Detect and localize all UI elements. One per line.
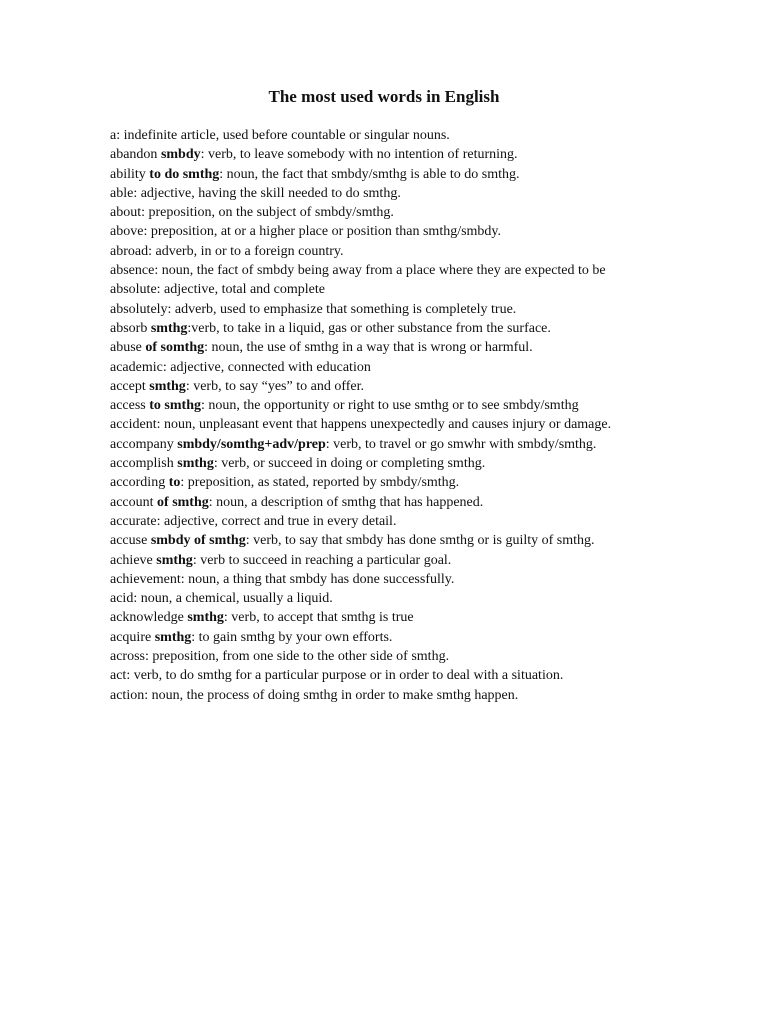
- word-entry: [110, 551, 670, 570]
- entry-usage-pattern: smbdy: [160, 147, 201, 163]
- word-entry: [110, 666, 670, 685]
- word-entry: [110, 608, 670, 627]
- entry-word: abandon: [110, 147, 161, 163]
- entry-usage-pattern: smbdy of smthg: [150, 533, 246, 549]
- word-entry: [110, 319, 670, 338]
- word-entry: [110, 570, 670, 589]
- entry-definition: : verb, to leave somebody with no intention of returning.: [200, 147, 518, 163]
- word-entry: [110, 493, 670, 512]
- entry-definition: : verb, to accept that smthg is true: [223, 610, 414, 626]
- entry-word: absolutely: [110, 301, 168, 317]
- word-entry: [110, 589, 670, 608]
- entry-word: above: [110, 224, 144, 240]
- entry-word: accept: [110, 378, 150, 394]
- entry-definition: : noun, the fact that smbdy/smthg is able to do smthg.: [219, 166, 520, 182]
- entry-word: across: [110, 649, 145, 665]
- entry-definition: : adjective, correct and true in every detail.: [156, 513, 397, 529]
- entry-definition: : preposition, on the subject of smbdy/smthg.: [141, 205, 394, 221]
- entry-definition: : verb, to do smthg for a particular purpose or in order to deal with a situation.: [126, 668, 564, 684]
- word-entry: [110, 435, 670, 454]
- word-entry: [110, 512, 670, 531]
- entry-usage-pattern: smthg: [177, 456, 214, 472]
- entry-definition: : noun, a description of smthg that has happened.: [208, 494, 484, 510]
- word-entry: [110, 165, 670, 184]
- entry-definition: : noun, unpleasant event that happens unexpectedly and causes injury or damage.: [156, 417, 612, 433]
- entry-word: accomplish: [110, 456, 178, 472]
- entry-word: acknowledge: [110, 610, 188, 626]
- entry-usage-pattern: to do smthg: [149, 166, 220, 182]
- word-entry: [110, 222, 670, 241]
- entry-definition: : preposition, from one side to the other side of smthg.: [145, 649, 450, 665]
- entry-word: accuse: [110, 533, 151, 549]
- entry-word: acid: [110, 591, 134, 607]
- entry-word: able: [110, 185, 134, 201]
- entry-definition: : preposition, as stated, reported by smbdy/smthg.: [180, 475, 460, 491]
- entry-word: acquire: [110, 629, 155, 645]
- document-title: The most used words in English: [268, 87, 500, 106]
- entry-usage-pattern: to: [168, 475, 181, 491]
- entry-word: achieve: [110, 552, 157, 568]
- entry-word: act: [110, 668, 127, 684]
- entry-definition: : adjective, connected with education: [162, 359, 371, 375]
- entry-word: abuse: [110, 340, 146, 356]
- entry-word: accident: [110, 417, 157, 433]
- entry-definition: : verb, to travel or go smwhr with smbdy/smthg.: [325, 436, 597, 452]
- entry-word: access: [110, 398, 150, 414]
- entry-definition: : adverb, in or to a foreign country.: [148, 243, 344, 259]
- word-entry: [110, 396, 670, 415]
- entry-usage-pattern: smthg: [154, 629, 192, 645]
- entry-usage-pattern: smthg: [150, 320, 188, 336]
- entry-definition: : noun, the opportunity or right to use smthg or to see smbdy/smthg: [201, 398, 579, 414]
- word-entry: [110, 628, 670, 647]
- entry-definition: : noun, a chemical, usually a liquid.: [133, 591, 333, 607]
- entry-usage-pattern: of somthg: [145, 340, 205, 356]
- entry-definition: : verb to succeed in reaching a particular goal.: [192, 552, 452, 568]
- entry-word: accompany: [110, 436, 178, 452]
- entry-usage-pattern: smthg: [149, 378, 186, 394]
- entry-word: ability: [110, 166, 150, 182]
- word-entry: [110, 473, 670, 492]
- entry-definition: : adjective, having the skill needed to do smthg.: [133, 185, 401, 201]
- word-entry: [110, 338, 670, 357]
- entry-definition: : adverb, used to emphasize that something is completely true.: [167, 301, 517, 317]
- word-entry: [110, 126, 670, 145]
- entry-definition: : noun, the process of doing smthg in order to make smthg happen.: [144, 687, 519, 703]
- entry-definition: : adjective, total and complete: [156, 282, 325, 298]
- word-entry: [110, 647, 670, 666]
- word-entry: [110, 377, 670, 396]
- entry-word: achievement: [110, 571, 181, 587]
- entry-usage-pattern: smbdy/somthg+adv/prep: [177, 436, 326, 452]
- entry-usage-pattern: to smthg: [149, 398, 201, 414]
- entry-word: academic: [110, 359, 163, 375]
- entry-definition: : preposition, at or a higher place or position than smthg/smbdy.: [143, 224, 502, 240]
- entry-word: about: [110, 205, 142, 221]
- entry-definition: : indefinite article, used before countable or singular nouns.: [116, 128, 450, 143]
- entry-word: account: [110, 494, 158, 510]
- entry-definition: : verb, or succeed in doing or completing smthg.: [213, 456, 486, 472]
- word-entry: [110, 358, 670, 377]
- entry-usage-pattern: of smthg: [157, 494, 209, 510]
- entry-word: a: [110, 128, 117, 143]
- entry-usage-pattern: smthg: [187, 610, 224, 626]
- entry-definition: : verb, to say that smbdy has done smthg or is guilty of smthg.: [245, 533, 595, 549]
- word-entry: [110, 145, 670, 164]
- entry-word: absence: [110, 263, 155, 279]
- word-entry: [110, 184, 670, 203]
- entry-word: absolute: [110, 282, 157, 298]
- entry-word: according: [110, 475, 169, 491]
- entry-definition: :verb, to take in a liquid, gas or other substance from the surface.: [187, 320, 551, 336]
- entry-definition: : noun, the fact of smbdy being away from a place where they are expected to be: [154, 263, 606, 279]
- word-list: [110, 126, 670, 705]
- word-entry: [110, 242, 670, 261]
- entry-definition: : noun, a thing that smbdy has done successfully.: [180, 571, 455, 587]
- entry-word: action: [110, 687, 145, 703]
- word-entry: [110, 261, 670, 280]
- word-entry: [110, 300, 670, 319]
- word-entry: [110, 415, 670, 434]
- entry-definition: : to gain smthg by your own efforts.: [191, 629, 393, 645]
- entry-word: abroad: [110, 243, 149, 259]
- word-entry: [110, 203, 670, 222]
- word-entry: [110, 531, 670, 550]
- entry-usage-pattern: smthg: [156, 552, 193, 568]
- entry-word: accurate: [110, 513, 157, 529]
- entry-definition: : verb, to say “yes” to and offer.: [185, 378, 364, 394]
- word-entry: [110, 280, 670, 299]
- entry-word: absorb: [110, 320, 151, 336]
- word-entry: [110, 454, 670, 473]
- entry-definition: : noun, the use of smthg in a way that is wrong or harmful.: [204, 340, 533, 356]
- word-entry: [110, 686, 670, 705]
